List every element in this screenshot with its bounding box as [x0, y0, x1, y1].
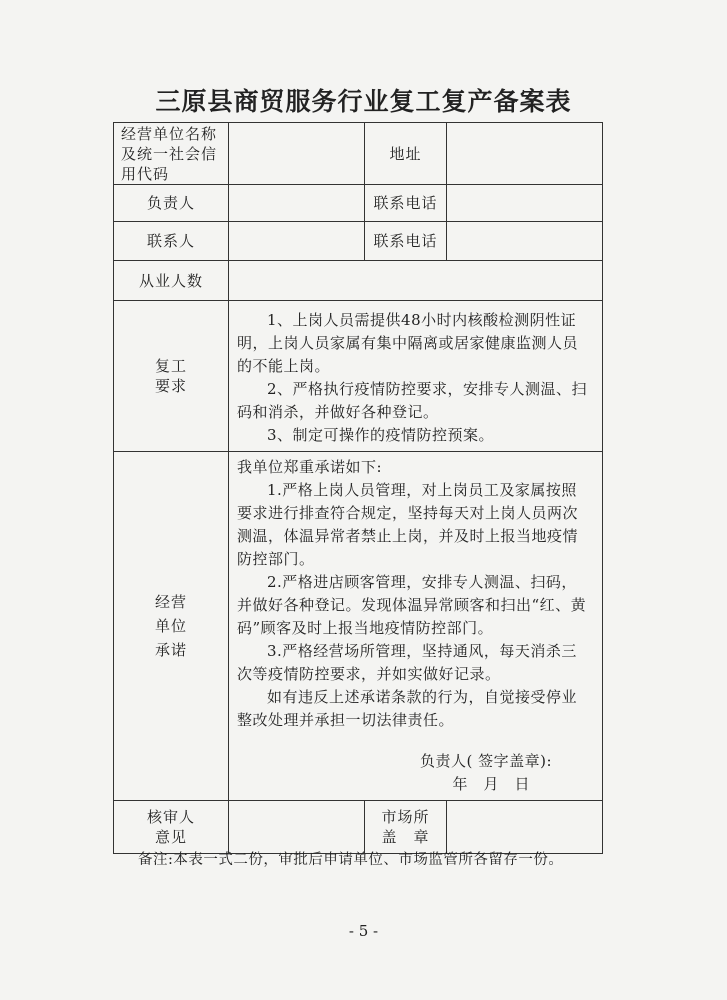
unit-name-label: [114, 123, 229, 185]
date-line: 年 月 日: [452, 775, 530, 793]
signature-line: 负责人( 签字盖章):: [419, 752, 552, 770]
registration-form-table: [113, 122, 603, 854]
commitment-item: 3.严格经营场所管理，坚持通风，每天消杀三次等疫情防控要求，并如实做好记录。: [237, 642, 577, 683]
footnote: 备注:本表一式二份，审批后申请单位、市场监管所各留存一份。: [138, 852, 564, 868]
commitment-label-line2: 单位: [154, 617, 187, 635]
contact-label: 联系人: [114, 222, 229, 261]
staff-count-field[interactable]: [229, 261, 603, 301]
form-title: 三原县商贸服务行业复工复产备案表: [155, 87, 572, 116]
market-seal-label-line2: 盖 章: [381, 828, 430, 846]
leader-phone-label: 联系电话: [365, 185, 447, 222]
contact-field[interactable]: [229, 222, 365, 261]
row-staff-count: [114, 261, 603, 301]
row-review: [114, 801, 603, 854]
commitment-item: 2.严格进店顾客管理，安排专人测温、扫码，并做好各种登记。发现体温异常顾客和扫出“红、黄码”顾客及时上报当地疫情防控部门。: [237, 573, 587, 637]
reviewer-label: [114, 801, 229, 854]
staff-count-label: 从业人数: [114, 261, 229, 301]
commitment-intro: 我单位郑重承诺如下:: [237, 458, 383, 476]
row-unit-name: [114, 123, 603, 185]
reviewer-label-line2: 意见: [154, 828, 187, 846]
contact-phone-field[interactable]: [447, 222, 603, 261]
row-requirements: [114, 301, 603, 452]
reviewer-field[interactable]: [229, 801, 365, 854]
page-number: - 5 -: [348, 922, 379, 940]
commitment-item: 1.严格上岗人员管理，对上岗员工及家属按照要求进行排查符合规定，坚持每天对上岗人员两次测温，体温异常者禁止上岗，并及时上报当地疫情防控部门。: [237, 481, 579, 568]
leader-label: 负责人: [114, 185, 229, 222]
reviewer-label-line1: 核审人: [146, 808, 195, 826]
market-seal-label: [365, 801, 447, 854]
address-field[interactable]: [447, 123, 603, 185]
commitment-label-line1: 经营: [154, 593, 187, 611]
requirements-label-line1: 复工: [154, 357, 187, 375]
requirements-content: [229, 301, 603, 452]
commitment-item: 如有违反上述承诺条款的行为，自觉接受停业整改处理并承担一切法律责任。: [237, 688, 578, 729]
commitment-label-line3: 承诺: [154, 641, 187, 659]
leader-field[interactable]: [229, 185, 365, 222]
market-seal-label-line1: 市场所: [381, 808, 430, 826]
requirement-item: 2、严格执行疫情防控要求，安排专人测温、扫码和消杀，并做好各种登记。: [237, 380, 588, 421]
requirements-label-line2: 要求: [154, 377, 187, 395]
leader-phone-field[interactable]: [447, 185, 603, 222]
row-leader: [114, 185, 603, 222]
market-seal-field[interactable]: [447, 801, 603, 854]
commitment-content: [229, 452, 603, 801]
requirement-item: 1、上岗人员需提供48小时内核酸检测阴性证明，上岗人员家属有集中隔离或居家健康监测人员的不能上岗。: [237, 311, 579, 375]
contact-phone-label: 联系电话: [365, 222, 447, 261]
commitment-label: [114, 452, 229, 801]
requirements-label: [114, 301, 229, 452]
row-commitment: [114, 452, 603, 801]
requirement-item: 3、制定可操作的疫情防控预案。: [267, 426, 495, 444]
unit-name-field[interactable]: [229, 123, 365, 185]
unit-name-label-text: 经营单位名称及统一社会信用代码: [121, 124, 218, 183]
address-label: 地址: [365, 123, 447, 185]
row-contact: [114, 222, 603, 261]
